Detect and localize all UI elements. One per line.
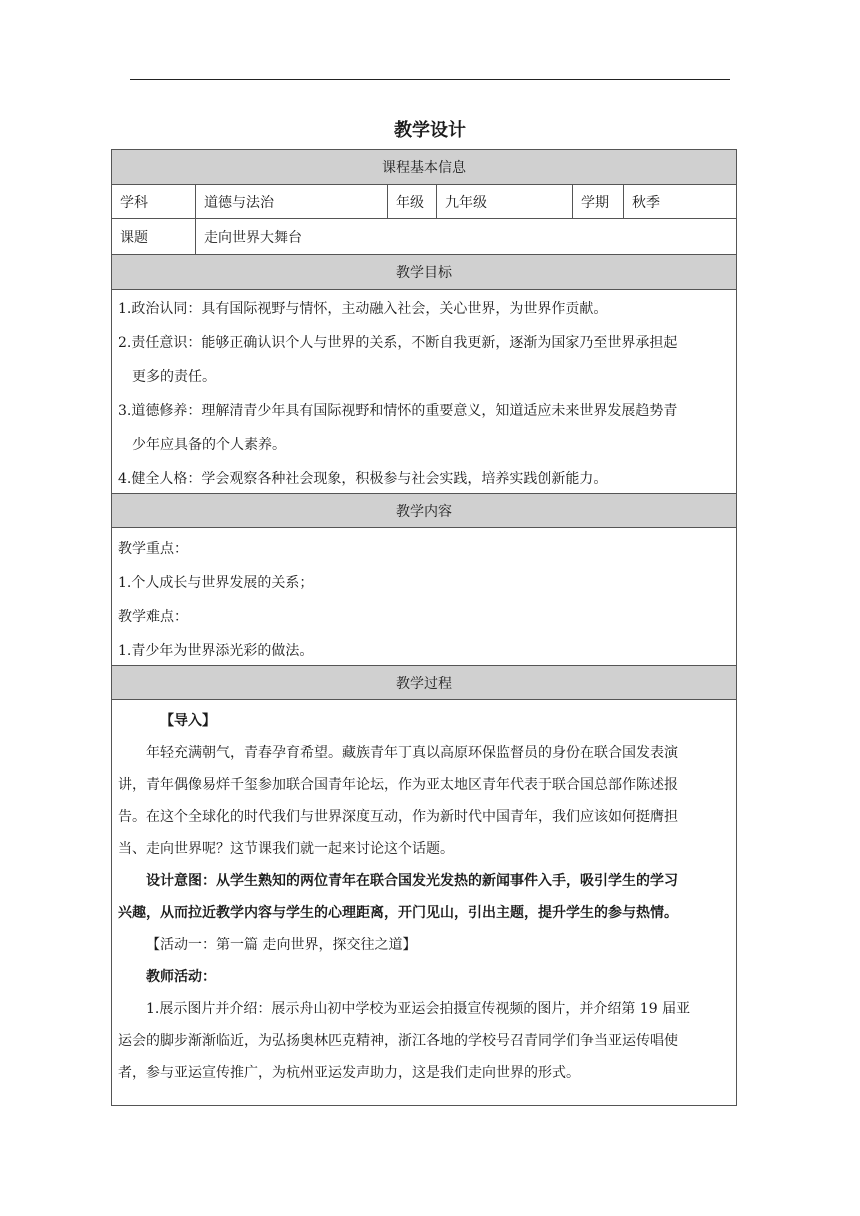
design-intent-line: 设计意图：从学生熟知的两位青年在联合国发光发热的新闻事件入手，吸引学生的学习	[146, 873, 678, 889]
topic-row	[112, 219, 736, 255]
objective-line: 少年应具备的个人素养。	[132, 437, 286, 453]
activity-heading: 【活动一：第一篇 走向世界，探交往之道】	[146, 937, 417, 953]
objective-line: 2.责任意识：能够正确认识个人与世界的关系，不断自我更新，逐渐为国家乃至世界承担起	[118, 335, 678, 351]
content-line: 教学难点：	[118, 609, 188, 625]
process-line: 讲，青年偶像易烊千玺参加联合国青年论坛，作为亚太地区青年代表于联合国总部作陈述报	[118, 777, 678, 793]
process-line: 当、走向世界呢？这节课我们就一起来讨论这个话题。	[118, 841, 454, 857]
teacher-activity-label: 教师活动：	[146, 969, 216, 985]
subject-value: 道德与法治	[196, 185, 388, 218]
process-line: 运会的脚步渐渐临近，为弘扬奥林匹克精神，浙江各地的学校号召青同学们争当亚运传唱使	[118, 1033, 678, 1049]
term-value: 秋季	[632, 194, 660, 211]
basic-info-header: 课程基本信息	[112, 150, 736, 185]
intro-heading: 【导入】	[160, 713, 216, 729]
design-intent-line: 兴趣，从而拉近教学内容与学生的心理距离，开门见山，引出主题，提升学生的参与热情。	[118, 905, 678, 921]
content-line: 教学重点：	[118, 541, 188, 557]
content-line: 1.青少年为世界添光彩的做法。	[118, 643, 314, 659]
document-title: 教学设计	[394, 120, 466, 141]
content-section	[112, 528, 736, 666]
objectives-header: 教学目标	[112, 255, 736, 290]
topic-value: 走向世界大舞台	[204, 229, 302, 246]
grade-label: 年级	[388, 185, 437, 218]
objective-line: 4.健全人格：学会观察各种社会现象，积极参与社会实践，培养实践创新能力。	[118, 471, 608, 487]
subject-label: 学科	[112, 185, 196, 218]
topic-label: 课题	[112, 219, 196, 254]
process-line: 年轻充满朝气，青春孕育希望。藏族青年丁真以高原环保监督员的身份在联合国发表演	[146, 745, 678, 761]
lesson-plan-table	[111, 149, 737, 1106]
process-line: 者，参与亚运宣传推广，为杭州亚运发声助力，这是我们走向世界的形式。	[118, 1065, 580, 1081]
process-line: 1.展示图片并介绍：展示舟山初中学校为亚运会拍摄宣传视频的图片，并介绍第 19 届亚	[146, 1001, 691, 1017]
objective-line: 3.道德修养：理解清青少年具有国际视野和情怀的重要意义，知道适应未来世界发展趋势青	[118, 403, 678, 419]
content-line: 1.个人成长与世界发展的关系；	[118, 575, 314, 591]
term-label: 学期	[573, 185, 624, 218]
objectives-section	[112, 290, 736, 494]
basic-info-row	[112, 185, 736, 219]
objective-line: 更多的责任。	[132, 369, 216, 385]
header-rule	[130, 79, 730, 80]
grade-value: 九年级	[437, 185, 573, 218]
content-header: 教学内容	[112, 494, 736, 528]
process-header: 教学过程	[112, 666, 736, 700]
objective-line: 1.政治认同：具有国际视野与情怀，主动融入社会，关心世界，为世界作贡献。	[118, 301, 608, 317]
process-section	[112, 700, 736, 1105]
process-line: 告。在这个全球化的时代我们与世界深度互动，作为新时代中国青年，我们应该如何挺膺担	[118, 809, 678, 825]
